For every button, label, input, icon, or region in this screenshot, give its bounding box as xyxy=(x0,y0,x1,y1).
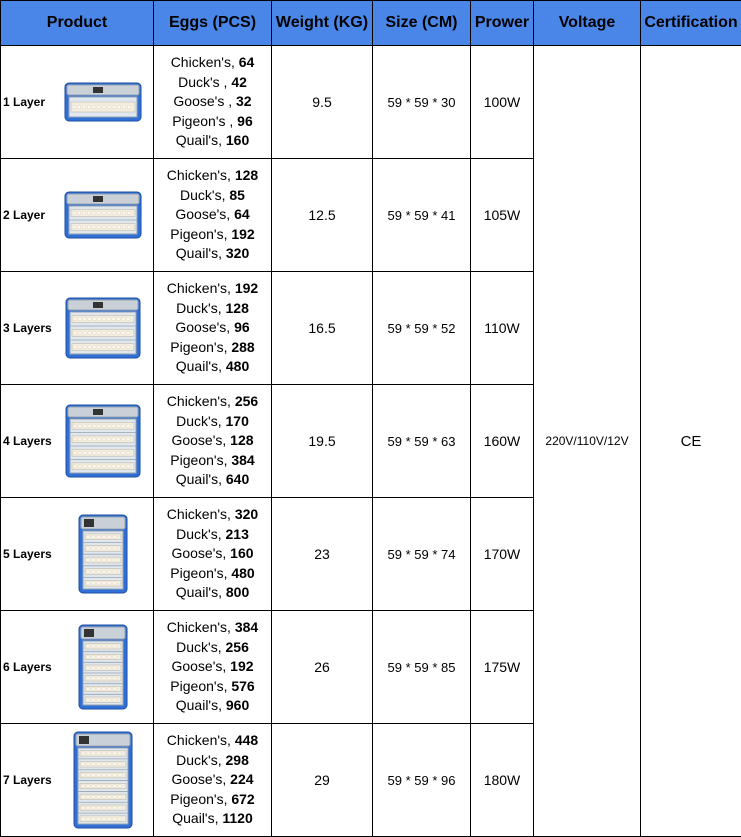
product-cell xyxy=(1,724,154,837)
egg-line xyxy=(154,166,271,186)
product-cell xyxy=(1,611,154,724)
power-cell: 175W xyxy=(471,611,534,724)
power-cell: 180W xyxy=(471,724,534,837)
egg-line xyxy=(154,770,271,790)
egg-count: 96 xyxy=(237,113,253,129)
egg-type: Quail's, xyxy=(176,245,226,261)
egg-count: 448 xyxy=(235,732,258,748)
egg-count: 96 xyxy=(234,319,250,335)
egg-line xyxy=(154,131,271,151)
header-voltage: Voltage xyxy=(534,1,641,46)
egg-type: Goose's, xyxy=(171,658,230,674)
egg-type: Duck's, xyxy=(176,639,225,655)
egg-line xyxy=(154,618,271,638)
eggs-cell xyxy=(154,46,272,159)
egg-type: Chicken's, xyxy=(167,732,235,748)
egg-line xyxy=(154,318,271,338)
egg-line xyxy=(154,53,271,73)
egg-count: 576 xyxy=(231,678,254,694)
egg-type: Pigeon's, xyxy=(170,565,231,581)
incubator-image xyxy=(78,624,128,710)
egg-type: Goose's, xyxy=(171,771,230,787)
egg-type: Duck's, xyxy=(180,187,229,203)
egg-line xyxy=(154,299,271,319)
egg-line xyxy=(154,583,271,603)
egg-type: Pigeon's, xyxy=(170,339,231,355)
eggs-cell xyxy=(154,159,272,272)
product-label: 7 Layers xyxy=(3,773,53,787)
egg-line xyxy=(154,451,271,471)
egg-line xyxy=(154,73,271,93)
egg-line xyxy=(154,279,271,299)
egg-type: Pigeon's, xyxy=(170,452,231,468)
egg-line xyxy=(154,677,271,697)
table-row xyxy=(1,46,741,159)
weight-cell: 19.5 xyxy=(272,385,373,498)
egg-line xyxy=(154,112,271,132)
egg-count: 800 xyxy=(226,584,249,600)
egg-count: 320 xyxy=(226,245,249,261)
incubator-image xyxy=(65,404,141,478)
power-cell: 110W xyxy=(471,272,534,385)
egg-count: 288 xyxy=(231,339,254,355)
egg-count: 160 xyxy=(226,132,249,148)
egg-line xyxy=(154,525,271,545)
egg-count: 64 xyxy=(234,206,250,222)
eggs-cell xyxy=(154,498,272,611)
egg-type: Duck's, xyxy=(176,526,225,542)
product-label: 3 Layers xyxy=(3,321,53,335)
power-cell: 170W xyxy=(471,498,534,611)
egg-type: Quail's, xyxy=(176,132,226,148)
egg-line xyxy=(154,412,271,432)
egg-count: 128 xyxy=(226,300,249,316)
egg-type: Quail's, xyxy=(176,358,226,374)
header-row xyxy=(1,1,741,46)
egg-type: Goose's, xyxy=(175,319,234,335)
weight-cell: 23 xyxy=(272,498,373,611)
egg-type: Duck's, xyxy=(176,752,225,768)
egg-type: Goose's, xyxy=(171,545,230,561)
egg-type: Chicken's, xyxy=(167,506,235,522)
egg-type: Pigeon's, xyxy=(170,226,231,242)
weight-cell: 12.5 xyxy=(272,159,373,272)
egg-type: Pigeon's, xyxy=(170,791,231,807)
eggs-cell xyxy=(154,272,272,385)
egg-count: 224 xyxy=(230,771,253,787)
header-product: Product xyxy=(1,1,154,46)
egg-count: 1120 xyxy=(222,810,252,826)
egg-type: Quail's, xyxy=(176,584,226,600)
product-image xyxy=(53,82,153,122)
egg-line xyxy=(154,505,271,525)
product-label: 5 Layers xyxy=(3,547,53,561)
egg-type: Goose's, xyxy=(175,206,234,222)
product-image xyxy=(53,731,153,829)
product-image xyxy=(53,404,153,478)
size-cell: 59 * 59 * 74 xyxy=(373,498,471,611)
egg-count: 256 xyxy=(235,393,258,409)
product-image xyxy=(53,624,153,710)
egg-count: 672 xyxy=(231,791,254,807)
egg-count: 192 xyxy=(235,280,258,296)
product-image xyxy=(53,191,153,239)
header-weight: Weight (KG) xyxy=(272,1,373,46)
product-image xyxy=(53,514,153,594)
egg-count: 298 xyxy=(226,752,249,768)
egg-line xyxy=(154,392,271,412)
egg-line xyxy=(154,470,271,490)
egg-type: Quail's, xyxy=(172,810,222,826)
product-label: 2 Layer xyxy=(3,208,53,222)
egg-type: Chicken's, xyxy=(167,167,235,183)
egg-count: 480 xyxy=(226,358,249,374)
product-cell xyxy=(1,498,154,611)
egg-line xyxy=(154,338,271,358)
incubator-image xyxy=(64,191,142,239)
egg-count: 160 xyxy=(230,545,253,561)
egg-line xyxy=(154,544,271,564)
product-image xyxy=(53,297,153,359)
product-label: 1 Layer xyxy=(3,95,53,109)
power-cell: 160W xyxy=(471,385,534,498)
egg-count: 192 xyxy=(231,226,254,242)
egg-count: 256 xyxy=(226,639,249,655)
size-cell: 59 * 59 * 41 xyxy=(373,159,471,272)
product-wrap xyxy=(1,611,153,723)
egg-count: 170 xyxy=(226,413,249,429)
egg-line xyxy=(154,357,271,377)
size-cell: 59 * 59 * 96 xyxy=(373,724,471,837)
egg-type: Goose's, xyxy=(171,432,230,448)
egg-type: Duck's, xyxy=(176,413,225,429)
incubator-image xyxy=(73,731,133,829)
egg-type: Pigeon's, xyxy=(170,678,231,694)
egg-type: Duck's , xyxy=(178,74,231,90)
voltage-cell: 220V/110V/12V xyxy=(534,46,641,837)
egg-type: Chicken's, xyxy=(167,393,235,409)
egg-type: Goose's , xyxy=(173,93,236,109)
egg-count: 42 xyxy=(231,74,247,90)
egg-line xyxy=(154,92,271,112)
product-cell xyxy=(1,46,154,159)
egg-count: 960 xyxy=(226,697,249,713)
egg-count: 480 xyxy=(231,565,254,581)
product-wrap xyxy=(1,498,153,610)
egg-line xyxy=(154,244,271,264)
egg-line xyxy=(154,186,271,206)
product-label: 6 Layers xyxy=(3,660,53,674)
power-cell: 100W xyxy=(471,46,534,159)
egg-count: 384 xyxy=(231,452,254,468)
product-cell xyxy=(1,385,154,498)
eggs-cell xyxy=(154,724,272,837)
certification-cell: CE xyxy=(641,46,741,837)
product-cell xyxy=(1,272,154,385)
product-wrap xyxy=(1,272,153,384)
header-power: Prower xyxy=(471,1,534,46)
egg-line xyxy=(154,790,271,810)
power-cell: 105W xyxy=(471,159,534,272)
size-cell: 59 * 59 * 30 xyxy=(373,46,471,159)
product-wrap xyxy=(1,724,153,836)
egg-line xyxy=(154,731,271,751)
weight-cell: 9.5 xyxy=(272,46,373,159)
weight-cell: 26 xyxy=(272,611,373,724)
egg-count: 384 xyxy=(235,619,258,635)
incubator-image xyxy=(78,514,128,594)
egg-count: 64 xyxy=(239,54,255,70)
size-cell: 59 * 59 * 63 xyxy=(373,385,471,498)
header-eggs: Eggs (PCS) xyxy=(154,1,272,46)
egg-line xyxy=(154,205,271,225)
egg-line xyxy=(154,431,271,451)
egg-line xyxy=(154,751,271,771)
egg-count: 128 xyxy=(235,167,258,183)
egg-line xyxy=(154,638,271,658)
weight-cell: 29 xyxy=(272,724,373,837)
egg-type: Duck's, xyxy=(176,300,225,316)
egg-type: Chicken's, xyxy=(171,54,239,70)
egg-count: 213 xyxy=(226,526,249,542)
incubator-image xyxy=(64,82,142,122)
egg-line xyxy=(154,809,271,829)
incubator-image xyxy=(65,297,141,359)
eggs-cell xyxy=(154,385,272,498)
egg-count: 85 xyxy=(229,187,245,203)
egg-count: 32 xyxy=(236,93,252,109)
egg-count: 128 xyxy=(230,432,253,448)
egg-line xyxy=(154,564,271,584)
egg-count: 640 xyxy=(226,471,249,487)
egg-line xyxy=(154,225,271,245)
product-label: 4 Layers xyxy=(3,434,53,448)
egg-type: Quail's, xyxy=(176,471,226,487)
product-wrap xyxy=(1,385,153,497)
product-cell xyxy=(1,159,154,272)
egg-count: 320 xyxy=(235,506,258,522)
header-certification: Certification xyxy=(641,1,741,46)
egg-count: 192 xyxy=(230,658,253,674)
egg-type: Chicken's, xyxy=(167,280,235,296)
header-size: Size (CM) xyxy=(373,1,471,46)
egg-type: Chicken's, xyxy=(167,619,235,635)
eggs-cell xyxy=(154,611,272,724)
product-wrap xyxy=(1,159,153,271)
product-wrap xyxy=(1,46,153,158)
egg-line xyxy=(154,657,271,677)
egg-type: Pigeon's , xyxy=(172,113,237,129)
weight-cell: 16.5 xyxy=(272,272,373,385)
size-cell: 59 * 59 * 85 xyxy=(373,611,471,724)
egg-line xyxy=(154,696,271,716)
size-cell: 59 * 59 * 52 xyxy=(373,272,471,385)
egg-type: Quail's, xyxy=(176,697,226,713)
